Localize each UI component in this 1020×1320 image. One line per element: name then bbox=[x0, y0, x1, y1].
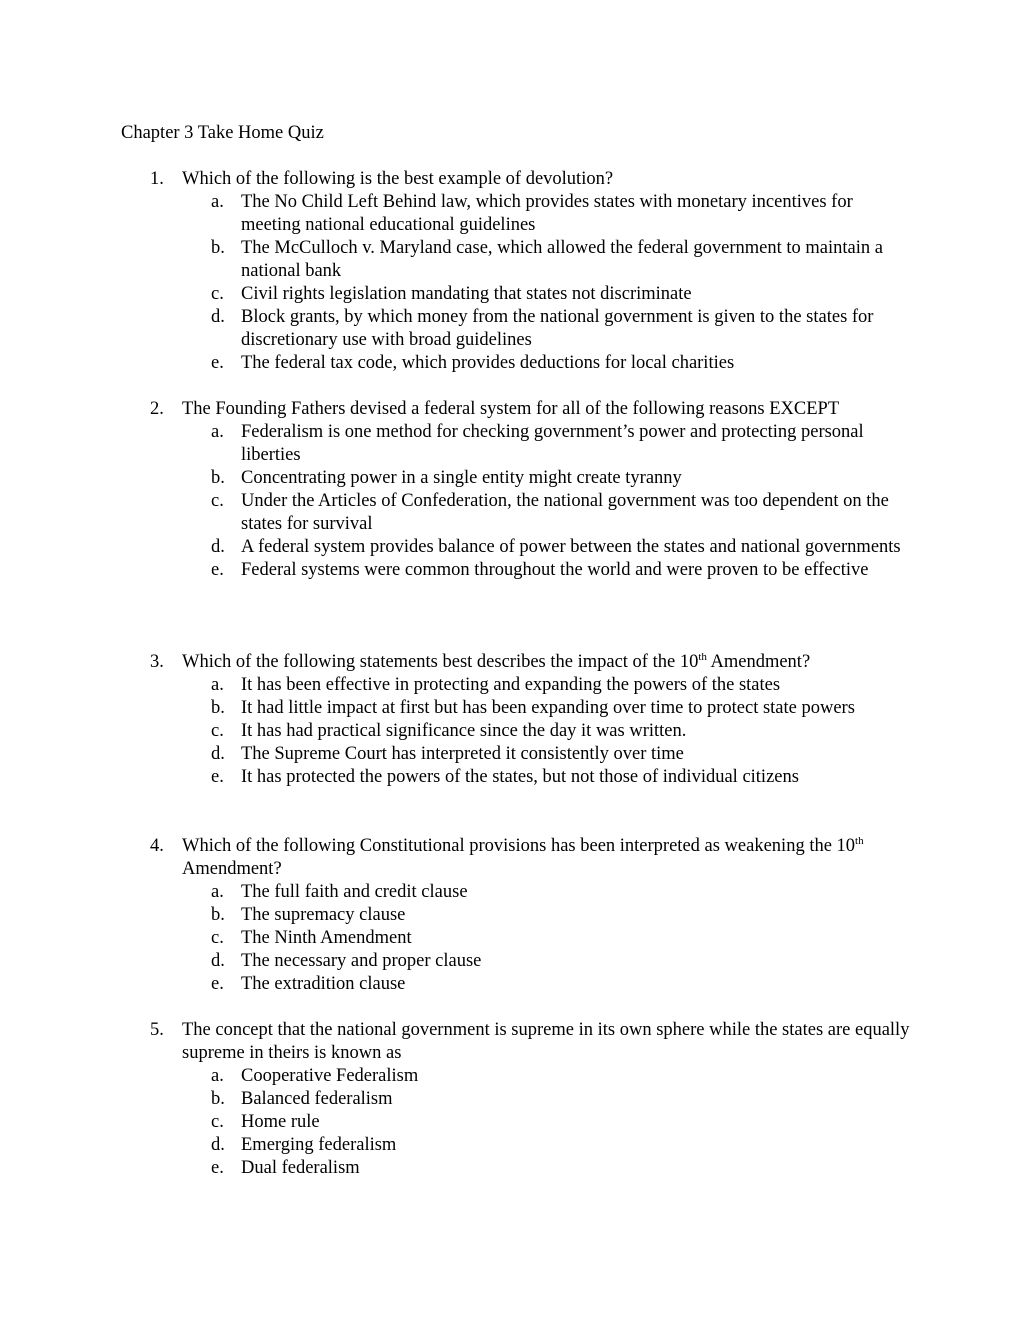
ordinal-suffix: th bbox=[855, 835, 864, 847]
option-letter: d. bbox=[211, 951, 225, 971]
question-text: The Founding Fathers devised a federal system for all of the following reasons EXCEPT bbox=[182, 399, 840, 419]
option-letter: e. bbox=[211, 767, 224, 787]
option-text: Civil rights legislation mandating that states not discriminate bbox=[241, 284, 692, 304]
answer-option-a bbox=[150, 1065, 910, 1088]
question-stem bbox=[150, 168, 910, 191]
option-letter: e. bbox=[211, 353, 224, 373]
page-title: Chapter 3 Take Home Quiz bbox=[121, 123, 324, 143]
answer-option-b bbox=[150, 467, 910, 490]
option-letter: c. bbox=[211, 1112, 224, 1132]
question-text bbox=[182, 835, 910, 881]
question-text-main: Which of the following Constitutional provisions has been interpreted as weakening the 10 bbox=[182, 836, 856, 856]
answer-options bbox=[150, 191, 910, 375]
answer-option-c bbox=[150, 720, 910, 743]
question-5 bbox=[150, 1019, 910, 1180]
answer-options bbox=[150, 421, 910, 582]
option-letter: b. bbox=[211, 238, 225, 258]
option-letter: e. bbox=[211, 560, 224, 580]
question-text-end: Amendment? bbox=[706, 652, 811, 672]
question-text-main: Which of the following statements best describes the impact of the 10 bbox=[182, 652, 699, 672]
answer-option-c bbox=[150, 283, 910, 306]
answer-option-b bbox=[150, 904, 910, 927]
answer-option-d bbox=[150, 950, 910, 973]
option-text: The No Child Left Behind law, which provides states with monetary incentives for meeting national educational guidelines bbox=[241, 192, 853, 235]
option-letter: b. bbox=[211, 1089, 225, 1109]
option-text: The Supreme Court has interpreted it consistently over time bbox=[241, 744, 684, 764]
option-letter: a. bbox=[211, 422, 224, 442]
option-text: Emerging federalism bbox=[241, 1135, 397, 1155]
option-text: Under the Articles of Confederation, the national government was too dependent on the states for survival bbox=[241, 491, 889, 534]
answer-option-e bbox=[150, 1157, 910, 1180]
option-text: A federal system provides balance of power between the states and national governments bbox=[241, 537, 901, 557]
answer-option-a bbox=[150, 191, 910, 237]
question-number: 1. bbox=[150, 169, 164, 189]
answer-option-d bbox=[150, 536, 910, 559]
option-text: It has been effective in protecting and expanding the powers of the states bbox=[241, 675, 781, 695]
option-letter: a. bbox=[211, 192, 224, 212]
option-text: The federal tax code, which provides deductions for local charities bbox=[241, 353, 735, 373]
question-text: Which of the following is the best example of devolution? bbox=[182, 169, 614, 189]
option-text: Federal systems were common throughout the world and were proven to be effective bbox=[241, 560, 869, 580]
answer-option-a bbox=[150, 881, 910, 904]
question-number: 4. bbox=[150, 836, 164, 856]
answer-option-d bbox=[150, 306, 910, 352]
answer-option-a bbox=[150, 421, 910, 467]
option-text: The extradition clause bbox=[241, 974, 406, 994]
question-text: The concept that the national government is supreme in its own sphere while the states are equally supreme in theirs is known as bbox=[182, 1020, 910, 1063]
option-text: It has had practical significance since the day it was written. bbox=[241, 721, 687, 741]
option-text: The McCulloch v. Maryland case, which allowed the federal government to maintain a national bank bbox=[241, 238, 883, 281]
question-stem bbox=[150, 398, 910, 421]
option-letter: a. bbox=[211, 1066, 224, 1086]
question-text bbox=[182, 651, 910, 674]
ordinal-suffix: th bbox=[698, 651, 707, 663]
answer-option-e bbox=[150, 973, 910, 996]
answer-option-a bbox=[150, 674, 910, 697]
question-stem bbox=[150, 835, 910, 881]
option-text: Balanced federalism bbox=[241, 1089, 393, 1109]
option-text: The Ninth Amendment bbox=[241, 928, 412, 948]
option-letter: d. bbox=[211, 307, 225, 327]
question-number: 3. bbox=[150, 652, 164, 672]
option-text: The full faith and credit clause bbox=[241, 882, 468, 902]
answer-option-b bbox=[150, 1088, 910, 1111]
answer-options bbox=[150, 674, 910, 789]
option-letter: b. bbox=[211, 905, 225, 925]
question-4 bbox=[150, 835, 910, 996]
option-text: Dual federalism bbox=[241, 1158, 360, 1178]
question-stem bbox=[150, 651, 910, 674]
option-letter: c. bbox=[211, 928, 224, 948]
question-2 bbox=[150, 398, 910, 582]
option-text: Concentrating power in a single entity might create tyranny bbox=[241, 468, 682, 488]
answer-option-d bbox=[150, 743, 910, 766]
option-letter: c. bbox=[211, 284, 224, 304]
question-3 bbox=[150, 651, 910, 789]
option-text: The necessary and proper clause bbox=[241, 951, 482, 971]
question-stem bbox=[150, 1019, 910, 1065]
option-letter: c. bbox=[211, 721, 224, 741]
option-text: It had little impact at first but has been expanding over time to protect state powers bbox=[241, 698, 855, 718]
option-text: Home rule bbox=[241, 1112, 320, 1132]
option-letter: d. bbox=[211, 537, 225, 557]
option-text: Block grants, by which money from the national government is given to the states for discretionary use with broad guidelines bbox=[241, 307, 874, 350]
answer-option-c bbox=[150, 1111, 910, 1134]
answer-option-b bbox=[150, 697, 910, 720]
answer-option-e bbox=[150, 559, 910, 582]
option-text: Federalism is one method for checking government’s power and protecting personal liberties bbox=[241, 422, 864, 465]
option-letter: a. bbox=[211, 882, 224, 902]
answer-option-c bbox=[150, 490, 910, 536]
question-1 bbox=[150, 168, 910, 375]
option-letter: e. bbox=[211, 1158, 224, 1178]
answer-option-c bbox=[150, 927, 910, 950]
option-letter: b. bbox=[211, 468, 225, 488]
answer-option-e bbox=[150, 352, 910, 375]
option-letter: d. bbox=[211, 1135, 225, 1155]
option-letter: d. bbox=[211, 744, 225, 764]
answer-option-e bbox=[150, 766, 910, 789]
option-text: Cooperative Federalism bbox=[241, 1066, 419, 1086]
option-letter: c. bbox=[211, 491, 224, 511]
option-letter: b. bbox=[211, 698, 225, 718]
answer-options bbox=[150, 881, 910, 996]
answer-option-b bbox=[150, 237, 910, 283]
question-text-end: Amendment? bbox=[182, 859, 282, 879]
question-number: 5. bbox=[150, 1020, 164, 1040]
option-letter: a. bbox=[211, 675, 224, 695]
question-number: 2. bbox=[150, 399, 164, 419]
option-text: The supremacy clause bbox=[241, 905, 406, 925]
answer-option-d bbox=[150, 1134, 910, 1157]
option-letter: e. bbox=[211, 974, 224, 994]
answer-options bbox=[150, 1065, 910, 1180]
option-text: It has protected the powers of the states, but not those of individual citizens bbox=[241, 767, 799, 787]
